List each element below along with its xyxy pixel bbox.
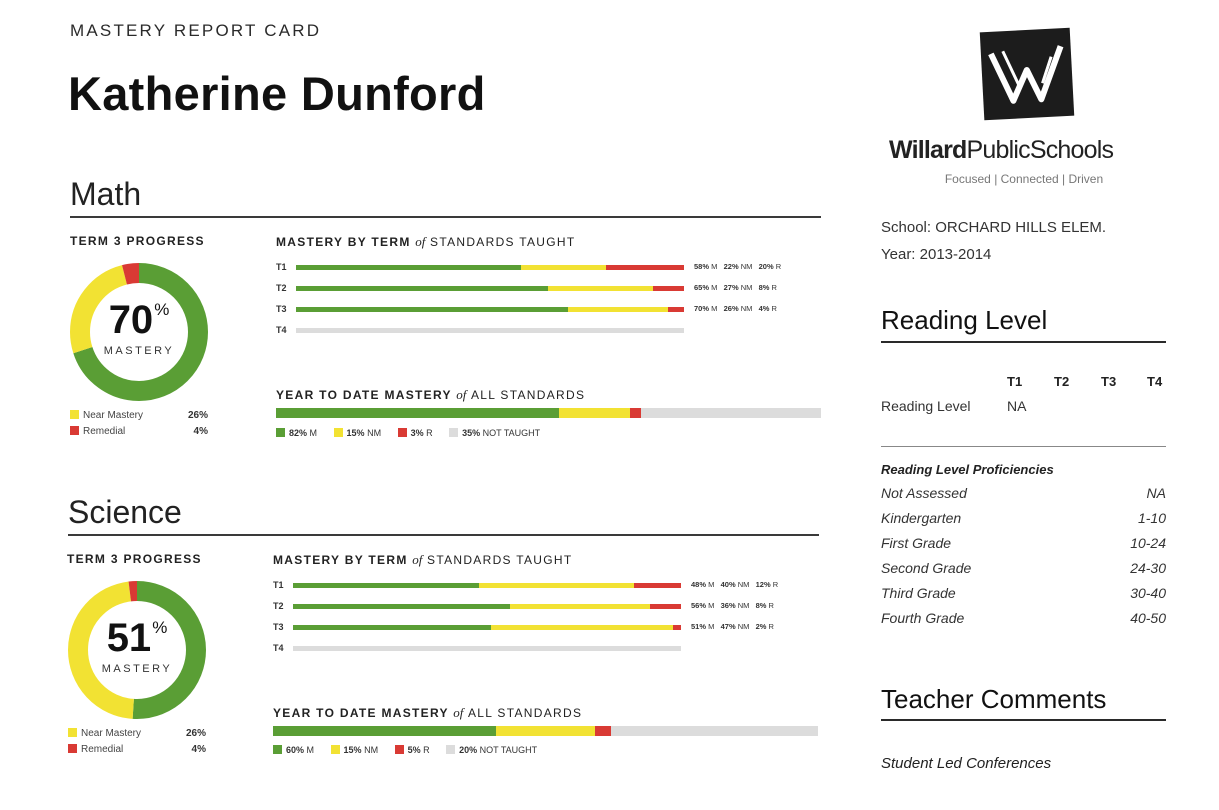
student-name: Katherine Dunford	[68, 67, 486, 120]
science-term-t1-mastery-segment	[293, 583, 479, 588]
reading-term-t4: T4	[1147, 374, 1163, 389]
reading-divider	[881, 446, 1166, 447]
math-mastery-word: MASTERY	[103, 345, 175, 357]
proficiency-name: First Grade	[881, 535, 952, 551]
science-term-stats-t3: 51% M 47% NM 2% R	[691, 622, 774, 631]
proficiency-row	[881, 535, 1166, 555]
school-logo-wordmark: WillardPublicSchools	[889, 136, 1114, 164]
proficiency-range: 1-10	[1137, 510, 1166, 526]
math-term-stats-t1: 58% M 22% NM 20% R	[694, 262, 782, 271]
math-term-bar-t3	[296, 307, 684, 312]
proficiency-name: Kindergarten	[881, 510, 962, 526]
reading-term-t1: T1	[1007, 374, 1023, 389]
math-term-bar-empty-segment	[296, 328, 684, 333]
science-term-t2-remedial-segment	[650, 604, 681, 609]
math-progress-donut	[69, 262, 209, 402]
science-mastery-percent: 51%	[106, 616, 168, 660]
science-term-t1-near-mastery-segment	[479, 583, 634, 588]
legend-remedial: Remedial 4%	[70, 424, 208, 440]
ytd-mastery-item: 82% M	[276, 428, 317, 438]
math-term-t2-mastery-segment	[296, 286, 548, 291]
proficiency-row	[881, 510, 1166, 530]
math-ytd-heading: YEAR TO DATE MASTERY of ALL STANDARDS	[276, 387, 586, 402]
math-term-label-t1: T1	[276, 262, 287, 272]
ytd-not-taught-item: 35% NOT TAUGHT	[449, 428, 540, 438]
school-logo-mark	[980, 28, 1074, 121]
science-ytd-not-taught-segment	[611, 726, 818, 736]
math-term-stats-t2: 65% M 27% NM 8% R	[694, 283, 777, 292]
math-term-bar-t1	[296, 265, 684, 270]
reading-term-t3: T3	[1101, 374, 1117, 389]
science-term-stats-t1: 48% M 40% NM 12% R	[691, 580, 779, 589]
ytd-near-item: 15% NM	[334, 428, 382, 438]
science-mastery-by-term-heading: MASTERY BY TERM of STANDARDS TAUGHT	[273, 552, 573, 567]
math-term-bar-t4	[296, 328, 684, 333]
math-term-bars	[276, 258, 836, 338]
math-term-t1-remedial-segment	[606, 265, 684, 270]
legend-near-mastery: Near Mastery 26%	[68, 726, 206, 742]
math-term-bar-t2	[296, 286, 684, 291]
report-label: MASTERY REPORT CARD	[70, 21, 322, 40]
legend-remedial: Remedial 4%	[68, 742, 206, 758]
legend-near-mastery: Near Mastery 26%	[70, 408, 208, 424]
proficiency-range: NA	[1146, 485, 1166, 501]
reading-level-rule	[881, 341, 1166, 343]
math-section-rule	[70, 216, 821, 218]
proficiency-row	[881, 560, 1166, 580]
ytd-remedial-item: 5% R	[395, 745, 430, 755]
reading-term-t2: T2	[1054, 374, 1070, 389]
math-mastery-by-term-heading: MASTERY BY TERM of STANDARDS TAUGHT	[276, 234, 576, 249]
science-term-bar-t1	[293, 583, 681, 588]
math-term-t2-remedial-segment	[653, 286, 684, 291]
reading-level-row-label: Reading Level	[881, 398, 971, 414]
proficiency-range: 30-40	[1130, 585, 1166, 601]
science-term-bar-empty-segment	[293, 646, 681, 651]
ytd-remedial-item: 3% R	[398, 428, 433, 438]
math-ytd-legend	[276, 428, 554, 438]
math-term-label-t2: T2	[276, 283, 287, 293]
proficiency-name: Third Grade	[881, 585, 956, 601]
school-name: School: ORCHARD HILLS ELEM.	[881, 219, 1107, 236]
math-term-t1-near-mastery-segment	[521, 265, 606, 270]
science-ytd-remedial-segment	[595, 726, 611, 736]
science-term-label-t1: T1	[273, 580, 284, 590]
science-ytd-legend	[273, 745, 551, 755]
science-term-label-t4: T4	[273, 643, 284, 653]
science-term-bar-t4	[293, 646, 681, 651]
science-section-title: Science	[68, 494, 182, 530]
math-ytd-remedial-segment	[630, 408, 641, 418]
math-ytd-near-mastery-segment	[559, 408, 630, 418]
science-mastery-word: MASTERY	[101, 663, 173, 675]
science-ytd-heading: YEAR TO DATE MASTERY of ALL STANDARDS	[273, 705, 583, 720]
school-tagline: Focused | Connected | Driven	[944, 172, 1104, 186]
math-ytd-not-taught-segment	[641, 408, 821, 418]
science-term-label-t3: T3	[273, 622, 284, 632]
near-mastery-swatch	[68, 728, 77, 737]
proficiency-name: Second Grade	[881, 560, 972, 576]
science-donut-legend	[68, 726, 206, 758]
teacher-comments-title: Teacher Comments	[881, 684, 1107, 714]
math-ytd-bar	[276, 408, 821, 418]
science-progress-donut	[67, 580, 207, 720]
proficiencies-title: Reading Level Proficiencies	[881, 462, 1054, 477]
science-term-t2-near-mastery-segment	[510, 604, 650, 609]
math-term3-heading: TERM 3 PROGRESS	[70, 234, 205, 248]
reading-level-table	[881, 374, 1166, 424]
near-mastery-swatch	[70, 410, 79, 419]
math-section-title: Math	[70, 176, 142, 212]
proficiency-range: 24-30	[1130, 560, 1166, 576]
math-term-t3-remedial-segment	[668, 307, 684, 312]
proficiency-range: 40-50	[1130, 610, 1166, 626]
math-term-label-t3: T3	[276, 304, 287, 314]
ytd-not-taught-item: 20% NOT TAUGHT	[446, 745, 537, 755]
remedial-swatch	[68, 744, 77, 753]
math-term-stats-t3: 70% M 26% NM 4% R	[694, 304, 777, 313]
teacher-comment-text: Student Led Conferences	[881, 755, 1052, 772]
teacher-comments-rule	[881, 719, 1166, 721]
science-term-bar-t2	[293, 604, 681, 609]
proficiency-row	[881, 485, 1166, 505]
math-term-t1-mastery-segment	[296, 265, 521, 270]
math-donut-legend	[70, 408, 208, 440]
proficiency-name: Fourth Grade	[881, 610, 965, 626]
proficiency-row	[881, 585, 1166, 605]
science-term3-heading: TERM 3 PROGRESS	[67, 552, 202, 566]
math-term-t3-mastery-segment	[296, 307, 568, 312]
school-year: Year: 2013-2014	[881, 246, 992, 263]
science-ytd-mastery-segment	[273, 726, 496, 736]
math-mastery-percent: 70%	[108, 298, 170, 342]
science-ytd-bar	[273, 726, 818, 736]
ytd-mastery-item: 60% M	[273, 745, 314, 755]
w-logo-icon	[980, 28, 1074, 121]
science-section-rule	[68, 534, 819, 536]
science-term-bars	[273, 576, 833, 656]
remedial-swatch	[70, 426, 79, 435]
science-term-bar-t3	[293, 625, 681, 630]
math-term-label-t4: T4	[276, 325, 287, 335]
ytd-near-item: 15% NM	[331, 745, 379, 755]
proficiency-range: 10-24	[1130, 535, 1166, 551]
math-term-t3-near-mastery-segment	[568, 307, 669, 312]
science-term-t3-mastery-segment	[293, 625, 491, 630]
reading-level-t1-value: NA	[1007, 398, 1027, 414]
science-term-t2-mastery-segment	[293, 604, 510, 609]
science-term-stats-t2: 56% M 36% NM 8% R	[691, 601, 774, 610]
reading-level-title: Reading Level	[881, 305, 1048, 335]
proficiency-name: Not Assessed	[881, 485, 967, 501]
proficiency-row	[881, 610, 1166, 630]
science-term-label-t2: T2	[273, 601, 284, 611]
science-term-t3-remedial-segment	[673, 625, 681, 630]
science-term-t3-near-mastery-segment	[491, 625, 673, 630]
science-term-t1-remedial-segment	[634, 583, 681, 588]
science-ytd-near-mastery-segment	[496, 726, 594, 736]
math-ytd-mastery-segment	[276, 408, 559, 418]
math-term-t2-near-mastery-segment	[548, 286, 653, 291]
